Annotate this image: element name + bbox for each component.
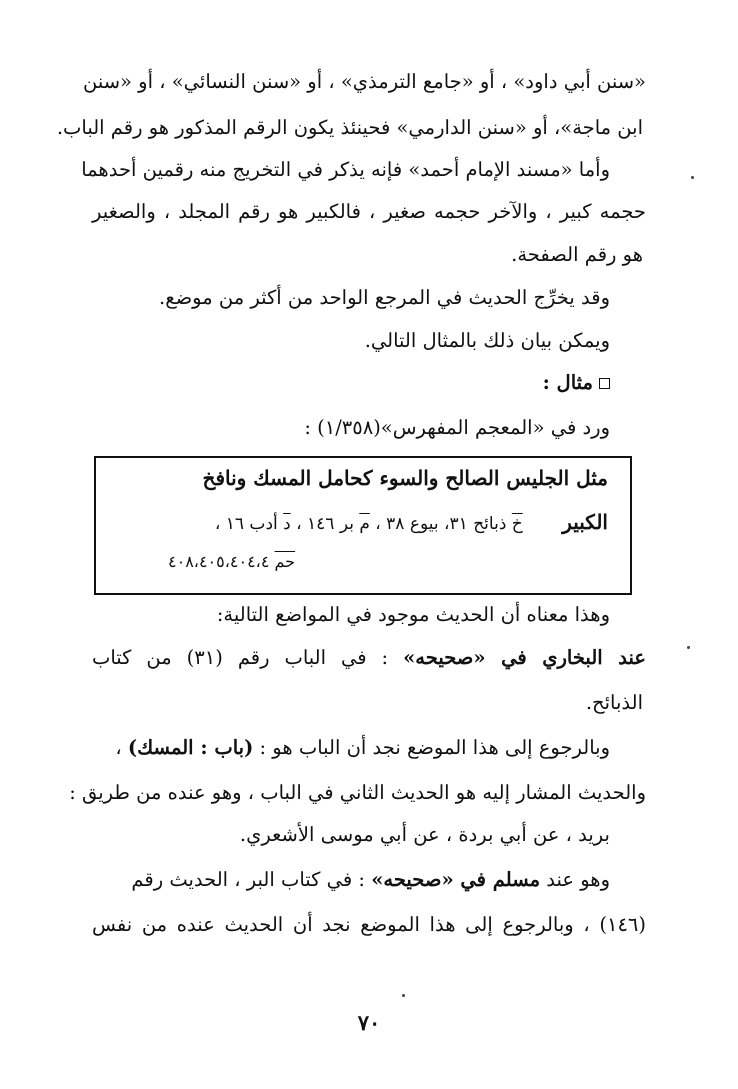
paragraph-6-line-1	[92, 643, 646, 673]
paragraph-7-line-3: بريد ، عن أبي بردة ، عن أبي موسى الأشعري.	[239, 823, 610, 846]
ahmad-abbr: حم	[274, 552, 296, 571]
bukhari-abbr: خ	[511, 514, 523, 534]
abudawud-refs: أدب ١٦ ،	[214, 514, 278, 534]
muslim-source: مسلم في «صحيحه»	[371, 868, 541, 891]
paragraph-8-line-2: (١٤٦) ، وبالرجوع إلى هذا الموضع نجد أن الحديث عنده من نفس	[92, 913, 646, 936]
muslim-refs: بر ١٤٦ ،	[296, 514, 354, 534]
ahmad-refs: ٤٠٨،٤٠٥،٤٠٤،٤	[168, 552, 270, 571]
example-heading	[543, 368, 610, 398]
paragraph-6-line-2: الذبائح.	[585, 691, 643, 714]
paragraph-7-line-1	[115, 733, 610, 763]
paragraph-7-line-2: والحديث المشار إليه هو الحديث الثاني في الباب ، وهو عنده من طريق :	[69, 781, 646, 804]
paragraph-8-rest: : في كتاب البر ، الحديث رقم	[131, 868, 372, 891]
index-entry-title: مثل الجليس الصالح والسوء كحامل المسك ونافخ	[202, 466, 608, 490]
paragraph-7-start: وبالرجوع إلى هذا الموضع نجد أن الباب هو :	[253, 736, 610, 759]
paragraph-2-line-3: هو رقم الصفحة.	[511, 243, 643, 266]
reference-line: ورد في «المعجم المفهرس»(١/٣٥٨) :	[304, 416, 610, 439]
scan-speck	[687, 646, 690, 649]
bab-title: (باب : المسك)	[127, 736, 254, 759]
paragraph-2-line-1: وأما «مسند الإمام أحمد» فإنه يذكر في التخريج منه رقمين أحدهما	[81, 158, 610, 181]
muslim-abbr: م	[359, 514, 370, 534]
abudawud-abbr: د	[283, 514, 291, 534]
paragraph-8-start: وهو عند	[540, 868, 610, 891]
scan-speck	[402, 994, 405, 997]
bukhari-refs: ذبائح ٣١، بيوع ٣٨ ،	[375, 514, 507, 534]
bukhari-source: عند البخاري في «صحيحه»	[403, 646, 646, 669]
square-bullet-icon	[599, 378, 610, 389]
concordance-index-box	[94, 456, 632, 595]
paragraph-4: ويمكن بيان ذلك بالمثال التالي.	[364, 329, 610, 352]
paragraph-1-line-1: «سنن أبي داود» ، أو «جامع الترمذي» ، أو «سنن النسائي» ، أو «سنن	[82, 70, 646, 93]
paragraph-6-rest: : في الباب رقم (٣١) من كتاب	[92, 646, 404, 669]
paragraph-5: وهذا معناه أن الحديث موجود في المواضع التالية:	[216, 603, 610, 626]
page-number: ٧٠	[357, 1010, 381, 1035]
paragraph-3: وقد يخرِّج الحديث في المرجع الواحد من أكثر من موضع.	[159, 286, 610, 309]
paragraph-7-tail: ،	[115, 736, 128, 759]
scan-speck	[691, 176, 694, 179]
paragraph-2-line-2: حجمه كبير ، والآخر حجمه صغير ، فالكبير هو رقم المجلد ، والصغير	[92, 200, 646, 223]
index-entry-refs	[215, 510, 608, 534]
paragraph-1-line-2: ابن ماجة»، أو «سنن الدارمي» فحينئذ يكون الرقم المذكور هو رقم الباب.	[56, 116, 643, 139]
index-entry-word: الكبير	[562, 510, 608, 534]
example-heading-label: مثال :	[542, 371, 593, 394]
paragraph-8-line-1	[131, 865, 610, 895]
ahmad-refs-line	[168, 552, 295, 571]
